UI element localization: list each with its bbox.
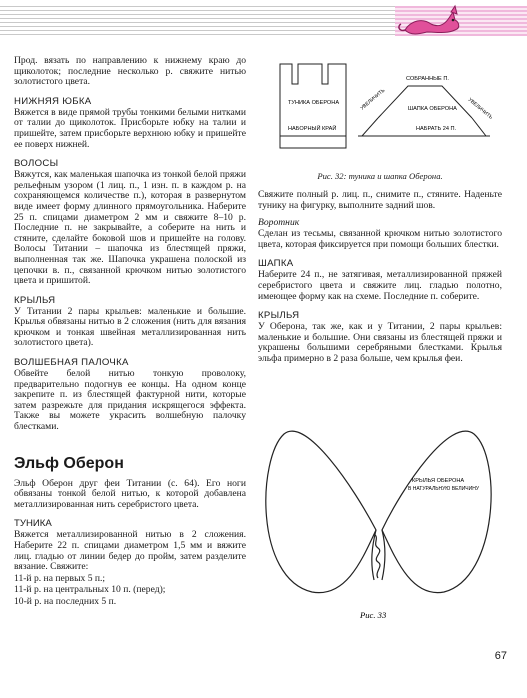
figure-33 xyxy=(258,392,502,628)
skirt-heading: НИЖНЯЯ ЮБКА xyxy=(14,95,92,107)
wings-heading-right: КРЫЛЬЯ xyxy=(258,310,300,322)
hair-text: Вяжутся, как маленькая шапочка из тонкой белой пряжи рельефным узором (1 лиц. п., 1 изн. п. в каждом р. на сохраняющемся количестве п.), которая в развернутом виде имеет форму длинного прямоугольника. Наберите 25 п. спицами диаметром 2 мм и свяжите 8–10 р. Последние п. не закрывайте, а соберите на нить и стяните, сделайте боковой шов и пришейте на голову. Волосы Титании – шапочка из блестящей пряжи, выполненная так же. Шапочка украшена полоской из цепочки в. п., связанной крючком нитью золотистого цвета и пришитой. xyxy=(14,169,246,287)
fig32-label-border: НАБОРНЫЙ КРАЙ xyxy=(288,126,337,132)
wand-heading: ВОЛШЕБНАЯ ПАЛОЧКА xyxy=(14,357,129,369)
fig32-label-cast-on: НАБРАТЬ 24 П. xyxy=(416,126,457,132)
left-column xyxy=(14,56,246,609)
tunic-line: 10-й р. на последних 5 п. xyxy=(14,595,117,607)
page-header-band xyxy=(0,0,527,44)
tunic-line: 11-й р. на центральных 10 п. (перед); xyxy=(14,584,166,596)
header-stripes xyxy=(0,6,395,36)
tunic-heading: ТУНИКА xyxy=(14,518,52,530)
hair-heading: ВОЛОСЫ xyxy=(14,158,59,170)
cat-illustration xyxy=(395,2,475,42)
elf-title: Эльф Оберон xyxy=(14,454,124,472)
fig33-caption: Рис. 33 xyxy=(360,610,387,620)
wings-diagram xyxy=(258,392,502,628)
hat-text: Наберите 24 п., не затягивая, металлизированной пряжей серебристого цвета и свяжите лиц. гладью полотно, имеющее форму как на схеме. Последние п. соберите. xyxy=(258,269,502,302)
wand-text: Обвейте белой нитью тонкую проволоку, предварительно подогнув ее концы. На одном конце закрепите п. из блестящей фактурной нити, которые затем разрежьте для придания искрящегося эффекта. Также вы можете украсить волшебную палочку блестками. xyxy=(14,368,246,433)
pattern-diagram xyxy=(258,56,502,166)
right-column xyxy=(258,190,502,366)
wings-text: У Титании 2 пары крыльев: маленькие и большие. Крылья обвязаны нитью в 2 сложения (нить для вязания крючком и тонкая швейная металлизированная нить золотистого цвета). xyxy=(14,305,246,349)
page-number: 67 xyxy=(494,650,507,662)
fig33-label-1: КРЫЛЬЯ ОБЕРОНА xyxy=(412,478,465,484)
sew-text: Свяжите полный р. лиц. п., снимите п., стяните. Наденьте тунику на фигурку, выполните задний шов. xyxy=(258,189,502,211)
tunic-line: 11-й р. на первых 5 п.; xyxy=(14,572,106,584)
elf-text: Эльф Оберон друг феи Титании (с. 64). Его ноги обвязаны тонкой белой нитью, к которой добавлена металлизированная нить серебристого цвета. xyxy=(14,477,246,510)
hat-heading: ШАПКА xyxy=(258,258,294,270)
wings-text-right: У Оберона, так же, как и у Титании, 2 пары крыльев: маленькие и большие. Они связаны из блестящей пряжи и украшены большими серебряными блестками. Крылья эльфа примерно в 2 раза больше, чем крылья феи. xyxy=(258,321,502,364)
tunic-text: Вяжется металлизированной нитью в 2 сложения. Наберите 22 п. спицами диаметром 1,5 мм и вяжите лиц. гладью от линии бедер до пройм, затем разделите вязание. Свяжите: xyxy=(14,529,246,573)
skirt-text: Вяжется в виде прямой трубы тонкими белыми нитками от талии до щиколоток. Присборьте юбку на талии и пришейте, затем присборьте верхнюю юбку и пришейте ее поверх нижней. xyxy=(14,106,246,150)
intro-text: Прод. вязать по направлению к нижнему краю до щиколоток; последние несколько р. свяжите нитью золотистого цвета. xyxy=(14,55,246,88)
fig33-label-2: В НАТУРАЛЬНУЮ ВЕЛИЧИНУ xyxy=(408,486,480,492)
fig32-label-hat: ШАПКА ОБЕРОНА xyxy=(408,106,457,112)
wings-heading: КРЫЛЬЯ xyxy=(14,294,56,306)
fig32-caption: Рис. 32: туника и шапка Оберона. xyxy=(317,171,443,181)
fig32-label-gathered: СОБРАННЫЕ П. xyxy=(406,76,449,82)
fig32-label-increase-right: УВЕЛИЧИТЬ xyxy=(466,96,494,121)
fig32-label-tunic: ТУНИКА ОБЕРОНА xyxy=(288,100,340,106)
fig32-label-increase-left: УВЕЛИЧИТЬ xyxy=(359,87,387,112)
collar-text: Сделан из тесьмы, связанной крючком нитью золотистого цвета, которая фиксируется при помощи больших блестки. xyxy=(258,228,502,250)
figure-32 xyxy=(258,56,502,181)
collar-heading: Воротник xyxy=(258,217,300,229)
